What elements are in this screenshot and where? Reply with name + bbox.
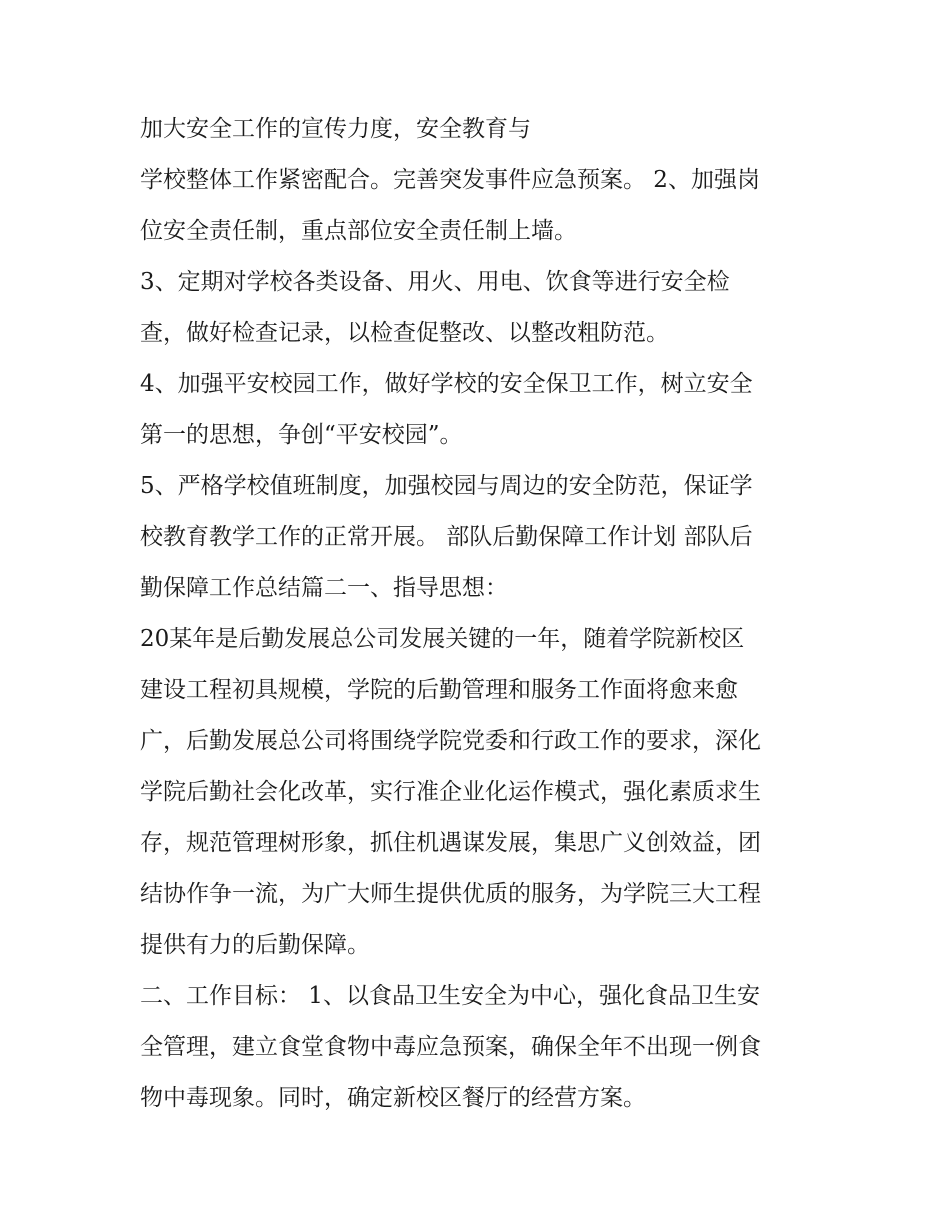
text-line: 广，后勤发展总公司将围绕学院党委和行政工作的要求，深化 <box>140 728 761 754</box>
text-line: 校教育教学工作的正常开展。 部队后勤保障工作计划 部队后 <box>140 524 753 550</box>
text-line: 全管理，建立食堂食物中毒应急预案，确保全年不出现一例食 <box>140 1034 761 1060</box>
text-line: 物中毒现象。同时，确定新校区餐厅的经营方案。 <box>140 1085 646 1111</box>
text-line: 查，做好检查记录，以检查促整改、以整改粗防范。 <box>140 320 669 346</box>
text-line: 二、工作目标： 1、以食品卫生安全为中心，强化食品卫生安 <box>140 983 760 1009</box>
text-line: 勤保障工作总结篇二一、指导思想： <box>140 575 508 601</box>
text-line: 3、定期对学校各类设备、用火、用电、饮食等进行安全检 <box>140 269 730 295</box>
document-body <box>140 107 830 1127</box>
text-line: 学院后勤社会化改革，实行准企业化运作模式，强化素质求生 <box>140 779 761 805</box>
text-line: 提供有力的后勤保障。 <box>140 932 370 958</box>
text-line: 加大安全工作的宣传力度，安全教育与 <box>140 116 531 142</box>
text-line: 4、加强平安校园工作，做好学校的安全保卫工作，树立安全 <box>140 371 753 397</box>
text-line: 20某年是后勤发展总公司发展关键的一年，随着学院新校区 <box>140 626 745 652</box>
text-line: 存，规范管理树形象，抓住机遇谋发展，集思广义创效益，团 <box>140 830 761 856</box>
text-line: 结协作争一流，为广大师生提供优质的服务，为学院三大工程 <box>140 881 761 907</box>
text-line: 学校整体工作紧密配合。完善突发事件应急预案。 2、加强岗 <box>140 167 760 193</box>
text-line: 位安全责任制，重点部位安全责任制上墙。 <box>140 218 577 244</box>
text-line: 建设工程初具规模，学院的后勤管理和服务工作面将愈来愈 <box>140 677 738 703</box>
text-line: 第一的思想，争创“平安校园”。 <box>140 422 463 448</box>
text-line: 5、严格学校值班制度，加强校园与周边的安全防范，保证学 <box>140 473 753 499</box>
